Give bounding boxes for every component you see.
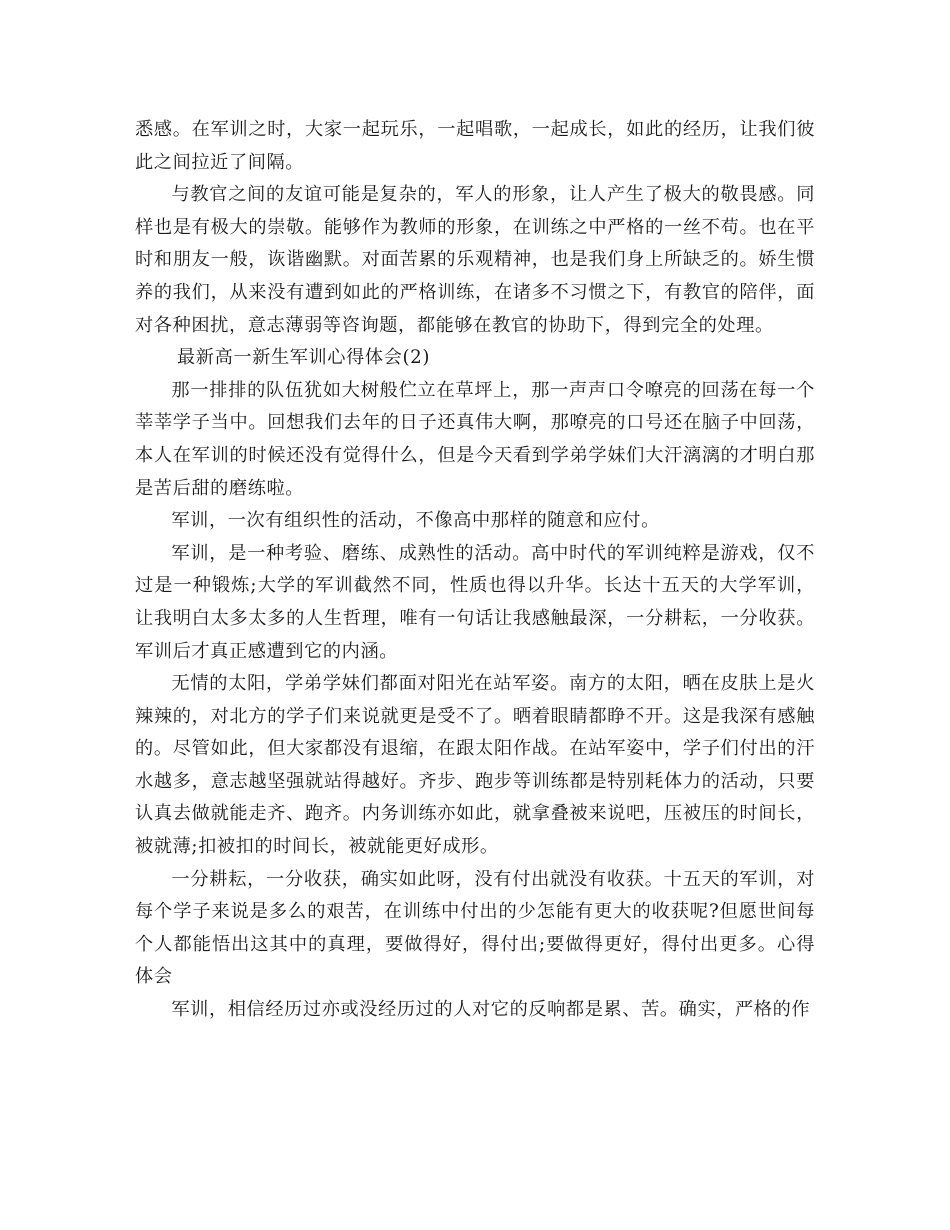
section-heading: 最新高一新生军训心得体会(2) bbox=[177, 347, 431, 369]
paragraph-instructor-friendship: 与教官之间的友谊可能是复杂的，军人的形象，让人产生了极大的敬畏感。同样也是有极大的崇敬。能够作为教师的形象，在训练之中严格的一丝不苟。也在平时和朋友一般，诙谐幽默。对面苦累的乐观精神，也是我们身上所缺乏的。娇生惯养的我们，从来没有遭到如此的严格训练，在诸多不习惯之下，有教官的陪伴，面对各种困扰，意志薄弱等咨询题，都能够在教官的协助下，得到完全的处理。 bbox=[135, 184, 815, 336]
paragraph-organized-activity: 军训，一次有组织性的活动，不像高中那样的随意和应付。 bbox=[171, 510, 660, 532]
paragraph-continuation: 悉感。在军训之时，大家一起玩乐，一起唱歌，一起成长，如此的经历，让我们彼此之间拉近了间隔。 bbox=[135, 119, 815, 173]
paragraph-test-and-tempering: 军训，是一种考验、磨练、成熟性的活动。高中时代的军训纯粹是游戏，仅不过是一种锻炼;大学的军训截然不同，性质也得以升华。长达十五天的大学军训，让我明白太多太多的人生哲理，唯有一句话让我感触最深，一分耕耘，一分收获。军训后才真正感遭到它的内涵。 bbox=[135, 542, 815, 662]
document-body bbox=[135, 114, 815, 1027]
paragraph-tired-and-hard: 军训，相信经历过亦或没经历过的人对它的反响都是累、苦。确实，严格的作 bbox=[171, 999, 811, 1021]
paragraph-merciless-sun: 无情的太阳，学弟学妹们都面对阳光在站军姿。南方的太阳，晒在皮肤上是火辣辣的，对北方的学子们来说就更是受不了。晒着眼睛都睁不开。这是我深有感触的。尽管如此，但大家都没有退缩，在跟太阳作战。在站军姿中，学子们付出的汗水越多，意志越坚强就站得越好。齐步、跑步等训练都是特别耗体力的活动，只要认真去做就能走齐、跑齐。内务训练亦如此，就拿叠被来说吧，压被压的时间长，被就薄;扣被扣的时间长，被就能更好成形。 bbox=[135, 673, 815, 858]
paragraph-effort-and-reward: 一分耕耘，一分收获，确实如此呀，没有付出就没有收获。十五天的军训，对每个学子来说是多么的艰苦，在训练中付出的少怎能有更大的收获呢?但愿世间每个人都能悟出这其中的真理，要做得好，得付出;要做得更好，得付出更多。心得体会 bbox=[135, 868, 815, 988]
paragraph-ranks-on-lawn: 那一排排的队伍犹如大树般伫立在草坪上，那一声声口令嘹亮的回荡在每一个莘莘学子当中。回想我们去年的日子还真伟大啊，那嘹亮的口号还在脑子中回荡，本人在军训的时候还没有觉得什么，但是今天看到学弟学妹们大汗漓漓的才明白那是苦后甜的磨练啦。 bbox=[135, 379, 815, 499]
